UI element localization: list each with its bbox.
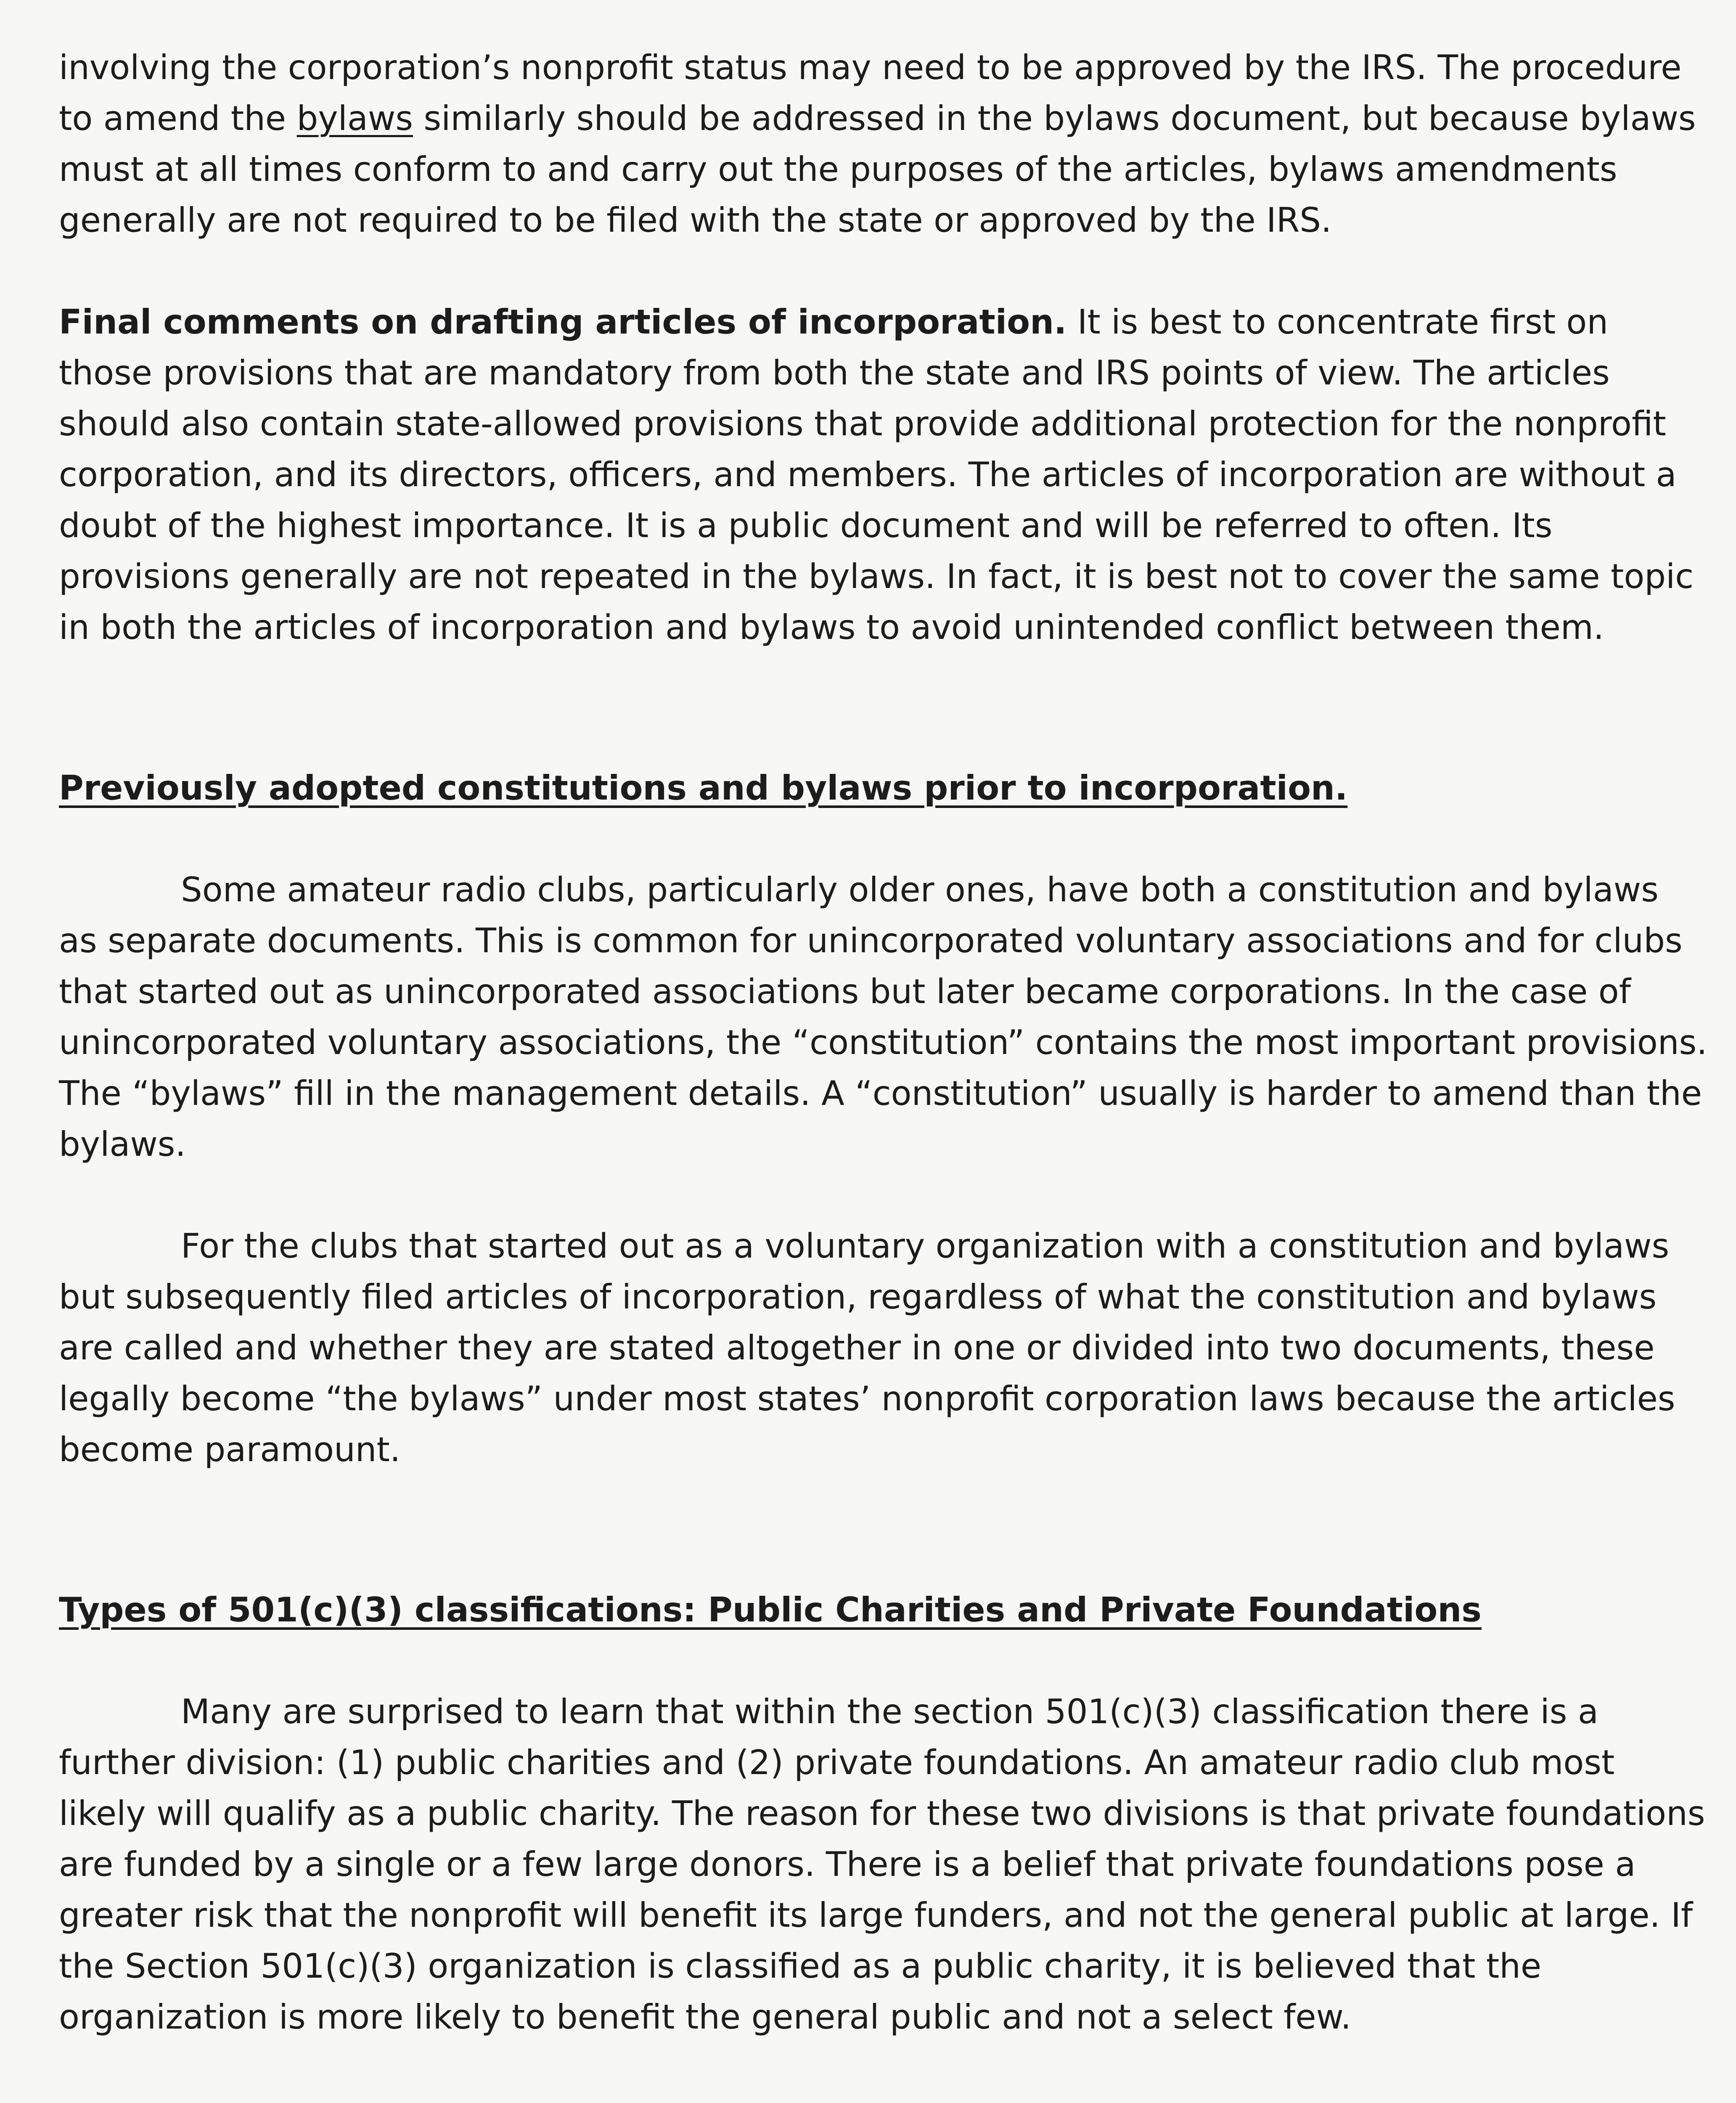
spacer: [59, 1635, 1707, 1686]
final-comments-text: It is best to concentrate first on those provisions that are mandatory from both the state and IRS points of view. The articles should also contain state-allowed provisions that provide additional protection for the nonprofit corporation, and its directors, officers, and members. The articles of incorporation are without a doubt of the highest importance. It is a public document and will be referred to often. Its provisions generally are not repeated in the bylaws. In fact, it is best not to cover the same topic in both the articles of incorporation and bylaws to avoid unintended conflict between them.: [59, 302, 1694, 647]
spacer: [59, 246, 1707, 297]
classifications-paragraph: Many are surprised to learn that within the section 501(c)(3) classification there is a further division: (1) public charities and (2) private foundations. An amateur radio club most likely will qualify as a public charity. The reason for these two divisions is that private foundations are funded by a single or a few large donors. There is a belief that private foundations pose a greater risk that the nonprofit will benefit its large funders, and not the general public at large. If the Section 501(c)(3) organization is classified as a public charity, it is believed that the organization is more likely to benefit the general public and not a select few.: [59, 1692, 1705, 2037]
final-comments-paragraph: [59, 297, 1707, 653]
constitutions-paragraph-2: For the clubs that started out as a voluntary organization with a constitution and bylaws but subsequently filed articles of incorporation, regardless of what the constitution and bylaws are called and whether they are stated altogether in one or divided into two documents, these legally become “the bylaws” under most states’ nonprofit corporation laws because the articles become paramount.: [59, 1226, 1675, 1469]
final-comments-lead: Final comments on drafting articles of incorporation.: [59, 302, 1067, 342]
constitutions-heading: Previously adopted constitutions and bylaws prior to incorporation.: [59, 768, 1348, 808]
spacer: [59, 712, 1707, 763]
intro-text-b: similarly should be addressed in the bylaws document, but because bylaws must at all times conform to and carry out the purposes of the articles, bylaws amendments generally are not required to be filed with the state or approved by the IRS.: [59, 99, 1696, 240]
classifications-heading: Types of 501(c)(3) classifications: Public Charities and Private Foundations: [59, 1590, 1482, 1629]
spacer: [59, 1170, 1707, 1221]
spacer: [59, 813, 1707, 864]
spacer: [59, 1475, 1707, 1584]
constitutions-paragraph-1: Some amateur radio clubs, particularly older ones, have both a constitution and bylaws as separate documents. This is common for unincorporated voluntary associations and for clubs that started out as unincorporated associations but later became corporations. In the case of unincorporated voluntary associations, the “constitution” contains the most important provisions. The “bylaws” fill in the management details. A “constitution” usually is harder to amend than the bylaws.: [59, 870, 1707, 1164]
document-page: [59, 42, 1707, 2042]
bylaws-link[interactable]: bylaws: [296, 99, 413, 138]
spacer: [59, 653, 1707, 712]
intro-text-a: involving the corporation’s nonprofit status may need to be approved by the IRS. The procedure to amend the: [59, 48, 1682, 138]
intro-paragraph: [59, 42, 1707, 246]
